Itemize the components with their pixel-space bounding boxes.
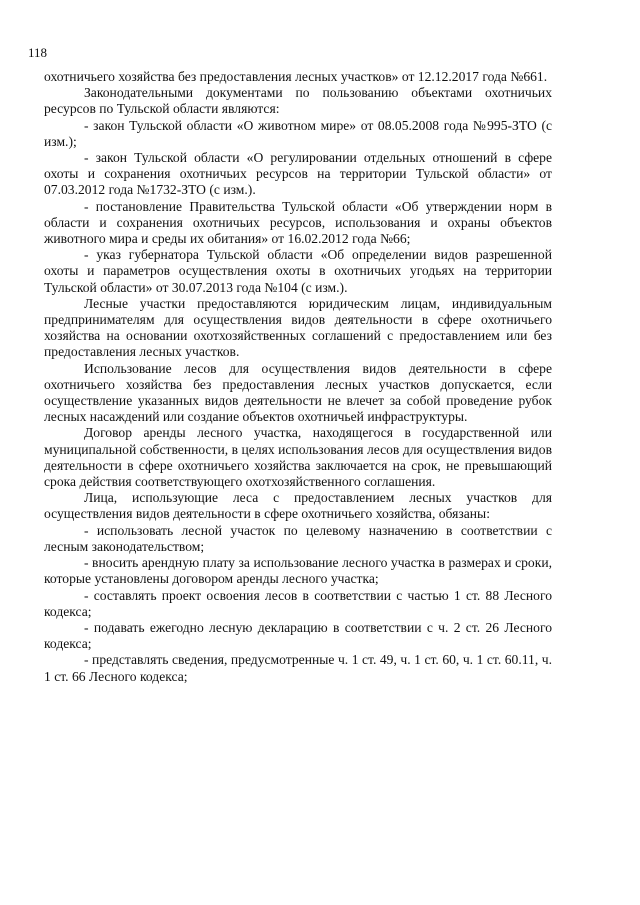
list-item-government-resolution: - постановление Правительства Тульской области «Об утверждении норм в области и сохранения охотничьих ресурсов, использования и охраны объектов животного мира и среды их обитания» от 16.02.2012 года №66;: [44, 198, 552, 247]
paragraph-forest-plots-provision: Лесные участки предоставляются юридическим лицам, индивидуальным предпринимателям для осуществления видов деятельности в сфере охотничьего хозяйства на основании охотхозяйственных соглашений с предоставлением или без предоставления лесных участков.: [44, 295, 552, 360]
list-item-obligation-declaration: - подавать ежегодно лесную декларацию в соответствии с ч. 2 ст. 26 Лесного кодекса;: [44, 619, 552, 652]
list-item-law-wildlife: - закон Тульской области «О животном мире» от 08.05.2008 года №995-ЗТО (с изм.);: [44, 117, 552, 149]
paragraph-obligations-intro: Лица, использующие леса с предоставлением лесных участков для осуществления видов деятельности в сфере охотничьего хозяйства, обязаны:: [44, 490, 552, 522]
list-item-obligation-purpose: - использовать лесной участок по целевому назначению в соответствии с лесным законодательством;: [44, 522, 552, 554]
list-item-governor-decree: - указ губернатора Тульской области «Об определении видов разрешенной охоты и параметров осуществления охоты в охотничьих угодьях на территории Тульской области» от 30.07.2013 года №104 (с изм.).: [44, 247, 552, 295]
list-item-obligation-project: - составлять проект освоения лесов в соответствии с частью 1 ст. 88 Лесного кодекса;: [44, 587, 552, 619]
paragraph-lease-agreement: Договор аренды лесного участка, находящегося в государственной или муниципальной собственности, в целях использования лесов для осуществления видов деятельности в сфере охотничьего хозяйства заключается на срок, не превышающий срока действия соответствующего охотхозяйственного соглашения.: [44, 425, 552, 490]
paragraph-legislation-intro: Законодательными документами по пользованию объектами охотничьих ресурсов по Тульской области являются:: [44, 85, 552, 117]
page-number: 118: [28, 45, 48, 60]
paragraph-continuation: охотничьего хозяйства без предоставления лесных участков» от 12.12.2017 года №661.: [44, 69, 548, 84]
list-item-obligation-reporting: - представлять сведения, предусмотренные ч. 1 ст. 49, ч. 1 ст. 60, ч. 1 ст. 60.11, ч. 1 ст. 66 Лесного кодекса;: [44, 652, 552, 684]
list-item-obligation-rent: - вносить арендную плату за использование лесного участка в размерах и сроки, которые установлены договором аренды лесного участка;: [44, 555, 552, 587]
paragraph-forest-use: Использование лесов для осуществления видов деятельности в сфере охотничьего хозяйства без предоставления лесных участков допускается, если осуществление указанных видов деятельности не влечет за собой проведение рубок лесных насаждений или создание объектов охотничьей инфраструктуры.: [44, 360, 552, 425]
list-item-law-hunting: - закон Тульской области «О регулировании отдельных отношений в сфере охоты и сохранения охотничьих ресурсов на территории Тульской области» от 07.03.2012 года №1732-ЗТО (с изм.).: [44, 150, 552, 198]
document-body: [44, 69, 552, 685]
